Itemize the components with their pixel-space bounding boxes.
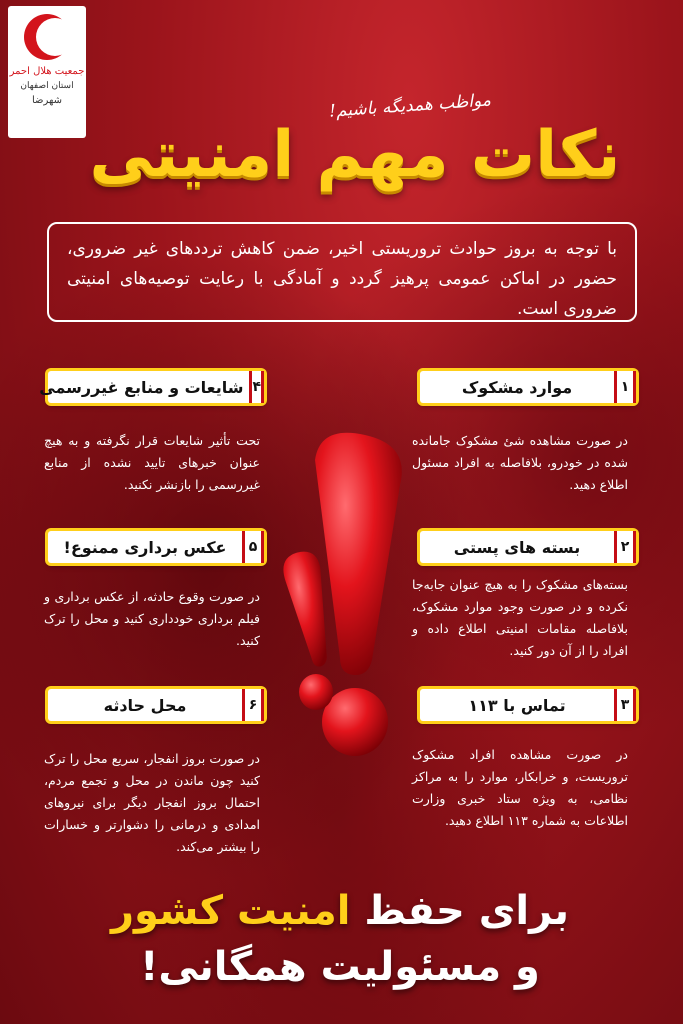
tip-body-3: در صورت مشاهده افراد مشکوک تروریست، و خرابکار، موارد را به مراکز نظامی، به ویژه ستاد خبری وزارت اطلاعات به شماره ۱۱۳ اطلاع دهید. bbox=[412, 747, 628, 828]
tip-number: ۲ bbox=[614, 531, 636, 563]
tip-title: بسته های پستی bbox=[453, 537, 581, 557]
exclamation-icon bbox=[260, 430, 450, 770]
tip-body-4: تحت تأثیر شایعات قرار نگرفته و به هیچ عنوان خبرهای تایید نشده از منابع غیررسمی را بازنشر نکنید. bbox=[44, 433, 260, 492]
tip-body-6: در صورت بروز انفجار، سریع محل را ترک کنید چون ماندن در محل و تجمع مردم، احتمال بروز انفجار دیگر برای نیروهای امدادی و درمانی را دشوارتر و خسارات را بیشتر می‌کند. bbox=[44, 751, 260, 854]
tip-header-1 bbox=[420, 371, 636, 403]
tip-number: ۵ bbox=[242, 531, 264, 563]
tip-title: عکس برداری ممنوع! bbox=[63, 537, 227, 557]
tip-body-5: در صورت وقوع حادثه، از عکس برداری و فیلم برداری خودداری کنید و محل را ترک کنید. bbox=[44, 589, 260, 648]
tip-number: ۱ bbox=[614, 371, 636, 403]
logo-org-name: جمعیت هلال احمر bbox=[9, 66, 85, 77]
tagline: مواظب همدیگه باشیم! bbox=[328, 90, 492, 122]
tip-number: ۴ bbox=[249, 371, 264, 403]
tip-title: موارد مشکوک bbox=[461, 377, 573, 397]
slogan-line-1 bbox=[60, 888, 620, 934]
slogan-start: برای حفظ bbox=[364, 888, 570, 934]
tip-number: ۶ bbox=[242, 689, 264, 721]
tip-header-5 bbox=[48, 531, 264, 563]
tip-title: محل حادثه bbox=[103, 695, 187, 715]
tip-header-2 bbox=[420, 531, 636, 563]
slogan-highlight: امنیت کشور bbox=[110, 888, 351, 934]
tip-header-6 bbox=[48, 689, 264, 721]
intro-box: با توجه به بروز حوادث تروریستی اخیر، ضمن کاهش ترددهای غیر ضروری، حضور در اماکن عمومی پرهیز گردد و آمادگی با رعایت توصیه‌های امنیتی ضروری است. bbox=[47, 222, 637, 322]
tip-title: شایعات و منابع غیررسمی bbox=[39, 377, 244, 397]
slogan-line-2: و مسئولیت همگانی! bbox=[140, 944, 540, 990]
logo-province: استان اصفهان bbox=[20, 81, 74, 91]
tip-body-2: بسته‌های مشکوک را به هیچ عنوان جابه‌جا نکرده و در صورت وجود موارد مشکوک، بلافاصله مقامات امنیتی اطلاع داده و افراد را از آن دور کنید. bbox=[412, 577, 628, 658]
page-title: نکات مهم امنیتی bbox=[89, 118, 621, 192]
tip-body-1: در صورت مشاهده شئ مشکوک جامانده شده در خودرو، بلافاصله به افراد مسئول اطلاع دهید. bbox=[412, 433, 628, 492]
tip-title: تماس با ۱۱۳ bbox=[468, 695, 566, 715]
crescent-icon bbox=[24, 14, 70, 60]
tip-number: ۳ bbox=[614, 689, 636, 721]
tip-header-3 bbox=[420, 689, 636, 721]
logo-city: شهرضا bbox=[31, 95, 63, 106]
tip-header-4 bbox=[39, 371, 264, 403]
